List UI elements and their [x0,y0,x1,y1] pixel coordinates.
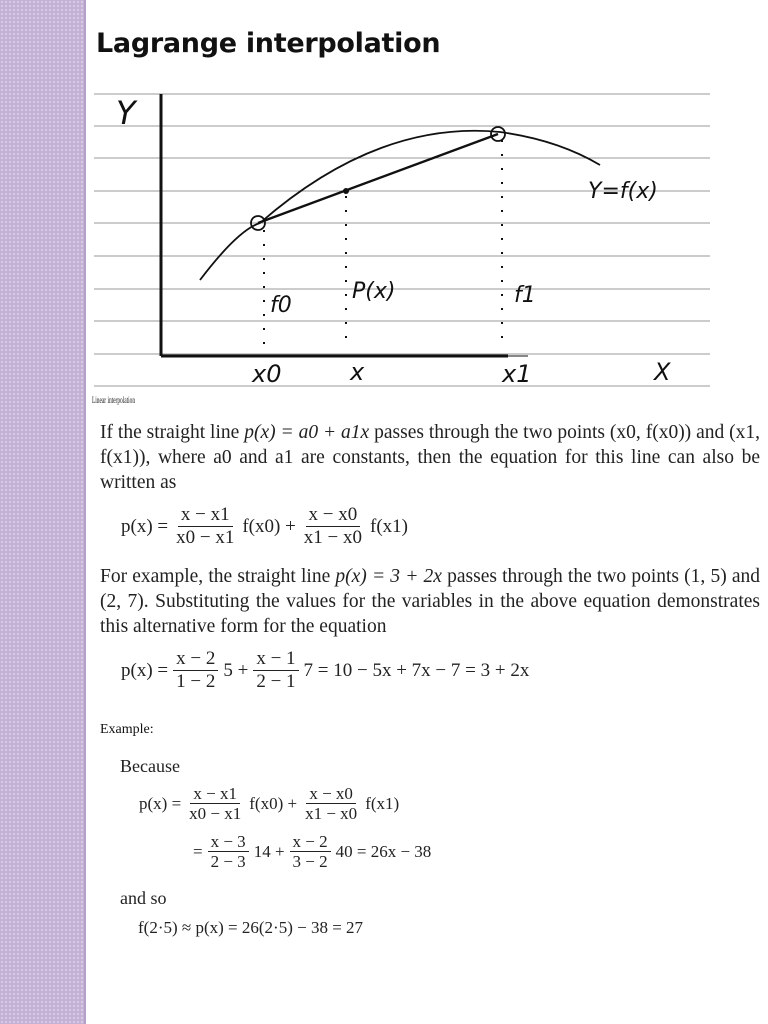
paragraph-example-line: For example, the straight line p(x) = 3 + 2x passes through the two points (1, 5) and (2, 7). Substituting the values for the variables in the above equation demonstrates this alternative form for the equation [100,566,761,637]
formula-substituted: = $\frac{x - 3}{2 - 3}$ 14 + $\frac{x - 2}{3 - 2}$ 40 = 26x − 38 [193,832,432,871]
label-f0: f0 [270,293,292,318]
x-axis-label: X [654,358,671,386]
chord-px [258,134,498,223]
example-label: Example: [100,722,154,737]
page-title: Lagrange interpolation [96,28,441,59]
figure-caption: Linear interpolation [92,395,136,405]
point-px [343,188,349,194]
tick-x0: x0 [252,360,282,388]
ruled-lines [94,94,710,386]
because-text: Because [120,756,180,776]
and-so-text: and so [120,888,167,908]
tick-x1: x1 [502,360,532,388]
formula-lagrange-general: p(x) = $\frac{x - x1}{x0 - x1}$ f(x0) + $\frac{x - x0}{x1 - x0}$ f(x1) [121,504,408,548]
tick-x: x [350,358,365,386]
interpolation-graph [88,80,713,392]
decorative-side-strip [0,0,86,1024]
paragraph-intro: If the straight line p(x) = a0 + a1x passes through the two points (x0, f(x0)) and (x1, f(x1)), where a0 and a1 are constants, then the equation for this line can also be written as [100,422,761,493]
curve-label: Y=f(x) [588,179,658,204]
formula-numeric-example: p(x) = $\frac{x - 2}{1 - 2}$ 5 + $\frac{x - 1}{2 - 1}$ 7 = 10 − 5x + 7x − 7 = 3 + 2x [121,648,530,692]
y-axis-label: Y [116,94,136,132]
label-px: P(x) [352,279,396,304]
label-f1: f1 [514,283,536,308]
curve-fx [200,131,600,280]
formula-lagrange-restated: p(x) = $\frac{x - x1}{x0 - x1}$ f(x0) + $\frac{x - x0}{x1 - x0}$ f(x1) [139,784,400,823]
formula-result: f(2·5) ≈ p(x) = 26(2·5) − 38 = 27 [138,918,364,937]
